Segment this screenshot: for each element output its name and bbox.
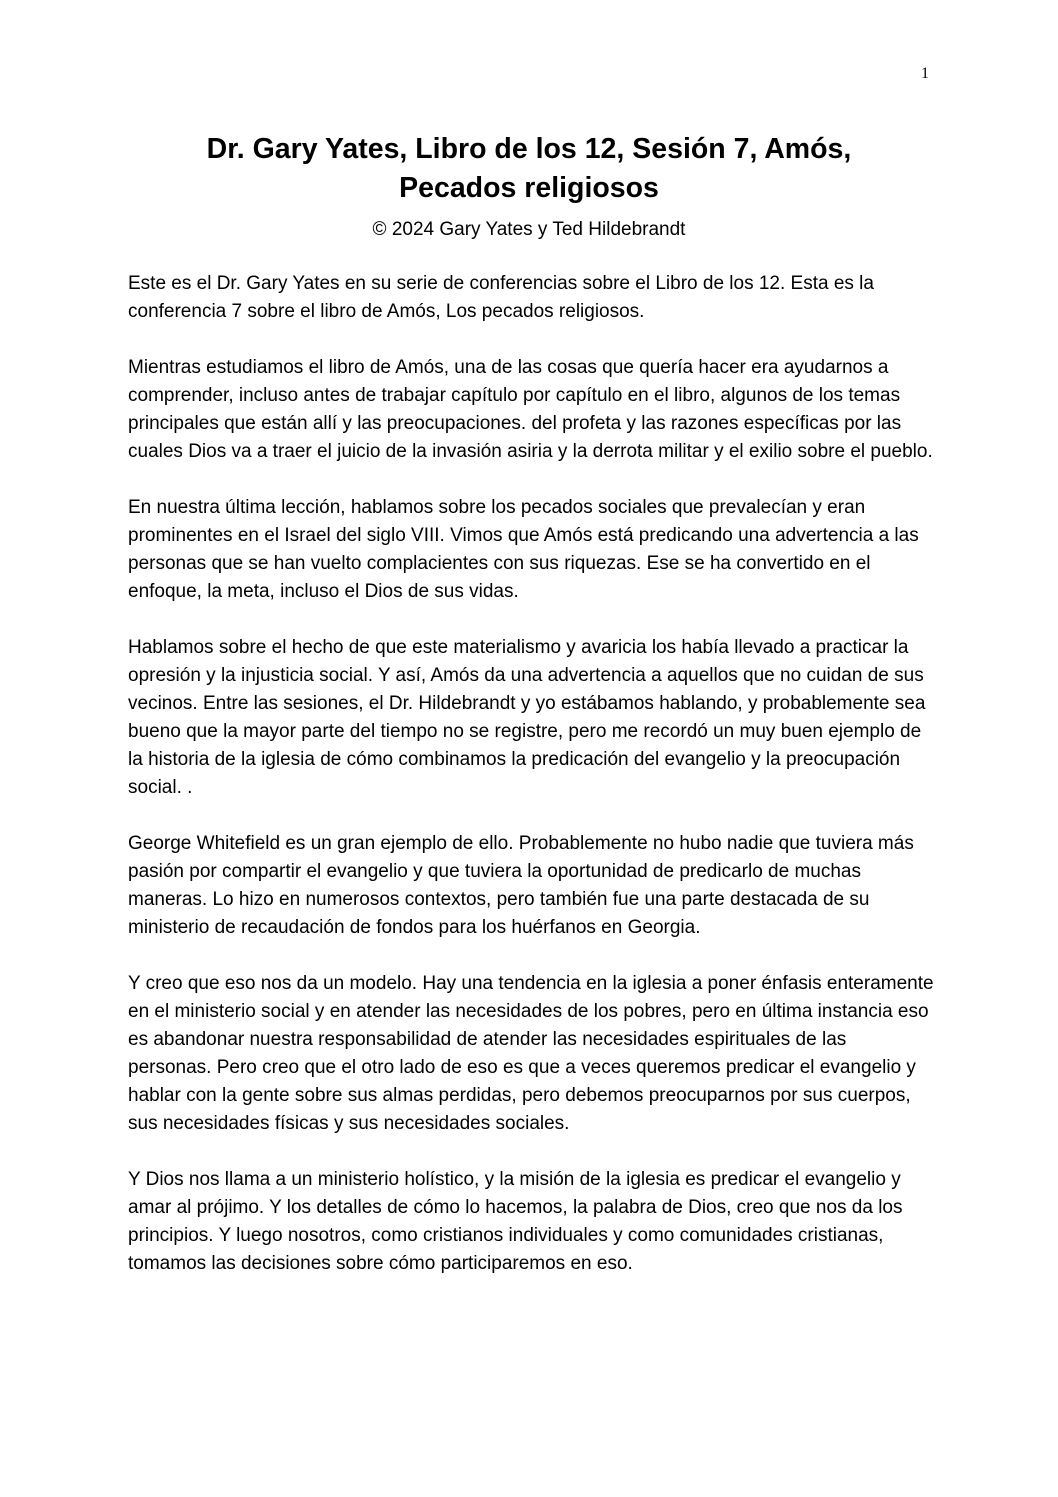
document-body xyxy=(128,270,934,1306)
copyright-line: © 2024 Gary Yates y Ted Hildebrandt xyxy=(372,219,686,240)
paragraph-1: Este es el Dr. Gary Yates en su serie de conferencias sobre el Libro de los 12. Esta es la conferencia 7 sobre el libro de Amós, Los pecados religiosos. xyxy=(128,273,874,322)
paragraph-5: George Whitefield es un gran ejemplo de ello. Probablemente no hubo nadie que tuviera más pasión por compartir el evangelio y que tuviera la oportunidad de predicarlo de muchas maneras. Lo hizo en numerosos contextos, pero también fue una parte destacada de su ministerio de recaudación de fondos para los huérfanos en Georgia. xyxy=(128,833,914,938)
paragraph-2: Mientras estudiamos el libro de Amós, una de las cosas que quería hacer era ayudarnos a comprender, incluso antes de trabajar capítulo por capítulo en el libro, algunos de los temas principales que están allí y las preocupaciones. del profeta y las razones específicas por las cuales Dios va a traer el juicio de la invasión asiria y la derrota militar y el exilio sobre el pueblo. xyxy=(128,357,933,462)
paragraph-4: Hablamos sobre el hecho de que este materialismo y avaricia los había llevado a practicar la opresión y la injusticia social. Y así, Amós da una advertencia a aquellos que no cuidan de sus vecinos. Entre las sesiones, el Dr. Hildebrandt y yo estábamos hablando, y probablemente sea bueno que la mayor parte del tiempo no se registre, pero me recordó un muy buen ejemplo de la historia de la iglesia de cómo combinamos la predicación del evangelio y la preocupación social. . xyxy=(128,637,926,798)
title-line-1: Dr. Gary Yates, Libro de los 12, Sesión 7, Amós, xyxy=(206,133,852,165)
paragraph-6: Y creo que eso nos da un modelo. Hay una tendencia en la iglesia a poner énfasis enteramente en el ministerio social y en atender las necesidades de los pobres, pero en última instancia eso es abandonar nuestra responsabilidad de atender las necesidades espirituales de las personas. Pero creo que el otro lado de eso es que a veces queremos predicar el evangelio y hablar con la gente sobre sus almas perdidas, pero debemos preocuparnos por sus cuerpos, sus necesidades físicas y sus necesidades sociales. xyxy=(128,973,934,1134)
page-number: 1 xyxy=(921,65,929,82)
paragraph-7: Y Dios nos llama a un ministerio holístico, y la misión de la iglesia es predicar el evangelio y amar al prójimo. Y los detalles de cómo lo hacemos, la palabra de Dios, creo que nos da los principios. Y luego nosotros, como cristianos individuales y como comunidades cristianas, tomamos las decisiones sobre cómo participaremos en eso. xyxy=(128,1169,903,1274)
title-line-2: Pecados religiosos xyxy=(399,172,659,204)
document-title xyxy=(128,130,930,208)
paragraph-3: En nuestra última lección, hablamos sobre los pecados sociales que prevalecían y eran prominentes en el Israel del siglo VIII. Vimos que Amós está predicando una advertencia a las personas que se han vuelto complacientes con sus riquezas. Ese se ha convertido en el enfoque, la meta, incluso el Dios de sus vidas. xyxy=(128,497,919,602)
